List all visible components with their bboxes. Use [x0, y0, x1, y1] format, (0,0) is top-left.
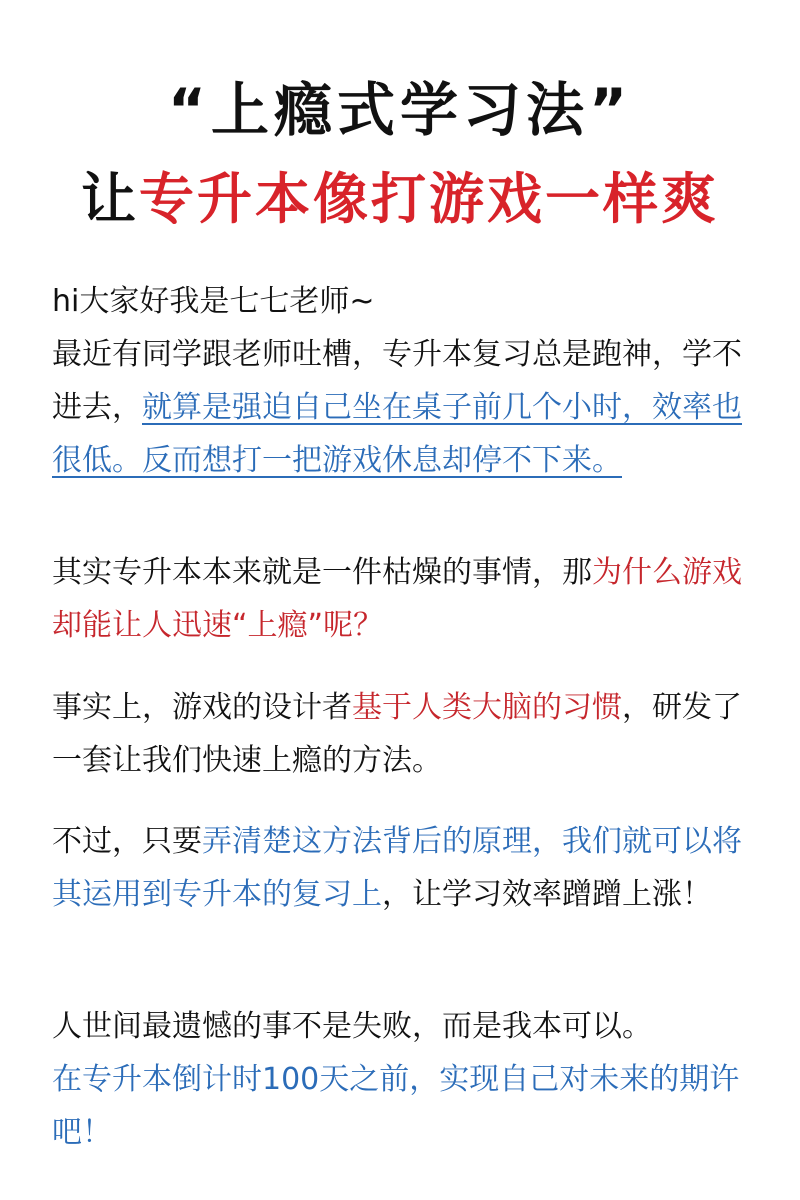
- title-line-2-dark: 让: [80, 167, 139, 231]
- paragraph-intro: [52, 275, 752, 487]
- closing-highlight: 在专升本倒计时100天之前，实现自己对未来的期许吧！: [52, 1062, 740, 1150]
- paragraph-method: [52, 815, 752, 921]
- method-text-end: ，让学习效率蹭蹭上涨！: [382, 877, 712, 912]
- title-line-2-red: 专升本像打游戏一样爽: [139, 167, 720, 231]
- question-highlight: 为什么游戏却能让人迅速“上瘾”呢？: [52, 555, 742, 643]
- fact-text-end: ，研发了一套让我们快速上瘾的方法。: [52, 690, 742, 778]
- fact-text-start: 事实上，游戏的设计者: [52, 690, 352, 725]
- greeting-text: hi大家好我是七七老师~: [52, 284, 375, 319]
- paragraph-question: [52, 546, 752, 652]
- title-line-2: [0, 163, 800, 235]
- paragraph-fact: [52, 681, 752, 787]
- paragraph-closing: [52, 1000, 752, 1159]
- method-text-start: 不过，只要: [52, 824, 202, 859]
- closing-text: 人世间最遗憾的事不是失败，而是我本可以。: [52, 1009, 652, 1044]
- intro-highlight: 就算是强迫自己坐在桌子前几个小时，效率也很低。反而想打一把游戏休息却停不下来。: [52, 390, 742, 478]
- title-line-1: “上瘾式学习法”: [167, 76, 633, 144]
- intro-text: 最近有同学跟老师吐槽，专升本复习总是跑神，学不进去，: [52, 337, 742, 425]
- method-highlight: 弄清楚这方法背后的原理，我们就可以将其运用到专升本的复习上: [52, 824, 742, 912]
- question-text: 其实专升本本来就是一件枯燥的事情，那: [52, 555, 592, 590]
- fact-highlight: 基于人类大脑的习惯: [352, 690, 622, 725]
